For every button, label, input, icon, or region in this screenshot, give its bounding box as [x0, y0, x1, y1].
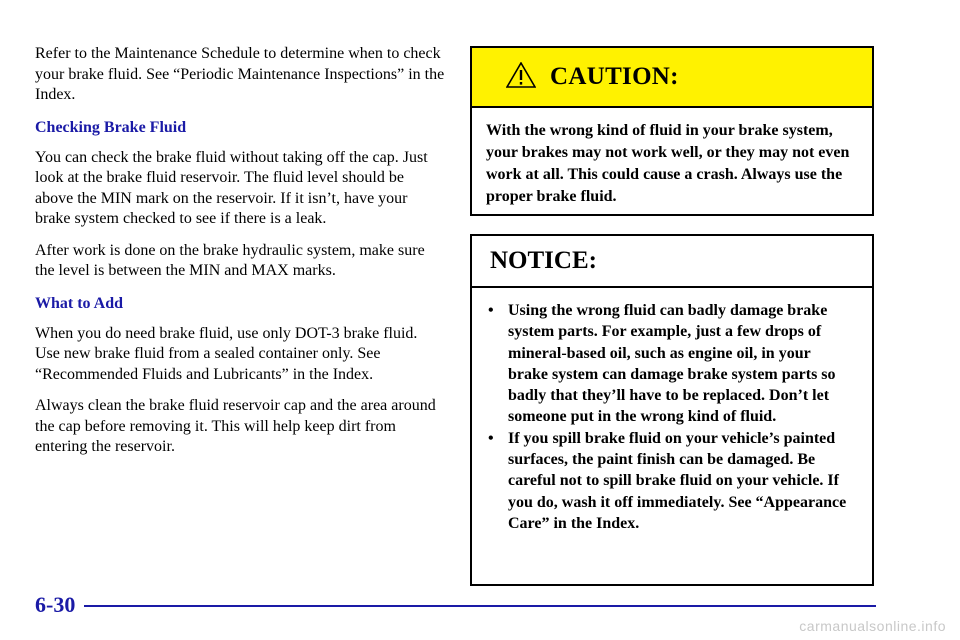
caution-title: CAUTION: [550, 63, 679, 90]
caution-box [470, 46, 874, 216]
checking-paragraph-2: After work is done on the brake hydraulic system, make sure the level is between the MIN and MAX marks. [35, 241, 425, 279]
what-to-add-paragraph-2: Always clean the brake fluid reservoir cap and the area around the cap before removing it. This will help keep dirt from entering the reservoir. [35, 397, 436, 455]
notice-item-text: If you spill brake fluid on your vehicle’s painted surfaces, the paint finish can be damaged. Be careful not to spill brake fluid on your vehicle. If you do, wash it off immediately. See “Appearance Care” in the Index. [508, 429, 847, 532]
notice-box [470, 234, 874, 586]
notice-header [472, 236, 872, 288]
intro-paragraph: Refer to the Maintenance Schedule to determine when to check your brake fluid. See “Periodic Maintenance Inspections” in the Index. [35, 45, 445, 103]
notice-item [488, 300, 854, 428]
what-to-add-heading: What to Add [35, 294, 124, 312]
notice-list [472, 288, 872, 534]
warning-triangle-icon [506, 62, 536, 93]
checking-paragraph-1: You can check the brake fluid without taking off the cap. Just look at the brake fluid reservoir. The fluid level should be above the MIN mark on the reservoir. If it isn’t, have your brake system checked to see if there is a leak. [35, 148, 428, 227]
watermark: carmanualsonline.info [799, 618, 946, 634]
footer-rule [84, 605, 876, 607]
bullet-icon: • [488, 429, 494, 447]
what-to-add-paragraph-1: When you do need brake fluid, use only DOT-3 brake fluid. Use new brake fluid from a sealed container only. See “Recommended Fluids and Lubricants” in the Index. [35, 324, 418, 383]
notice-item [488, 428, 854, 534]
bullet-icon: • [488, 302, 494, 319]
caution-header [472, 48, 872, 108]
page-number: 6-30 [35, 592, 76, 617]
caution-text: With the wrong kind of fluid in your brake system, your brakes may not work well, or they may not even work at all. This could cause a crash. Always use the proper brake fluid. [486, 122, 850, 205]
notice-item-text: Using the wrong fluid can badly damage brake system parts. For example, just a few drops of mineral-based oil, such as engine oil, in your brake system can damage brake system parts so badly that they’ll have to be replaced. Don’t let someone put in the wrong kind of fluid. [508, 302, 836, 426]
checking-brake-fluid-heading: Checking Brake Fluid [35, 118, 187, 136]
main-text-column [35, 44, 445, 469]
notice-title: NOTICE: [490, 247, 597, 274]
